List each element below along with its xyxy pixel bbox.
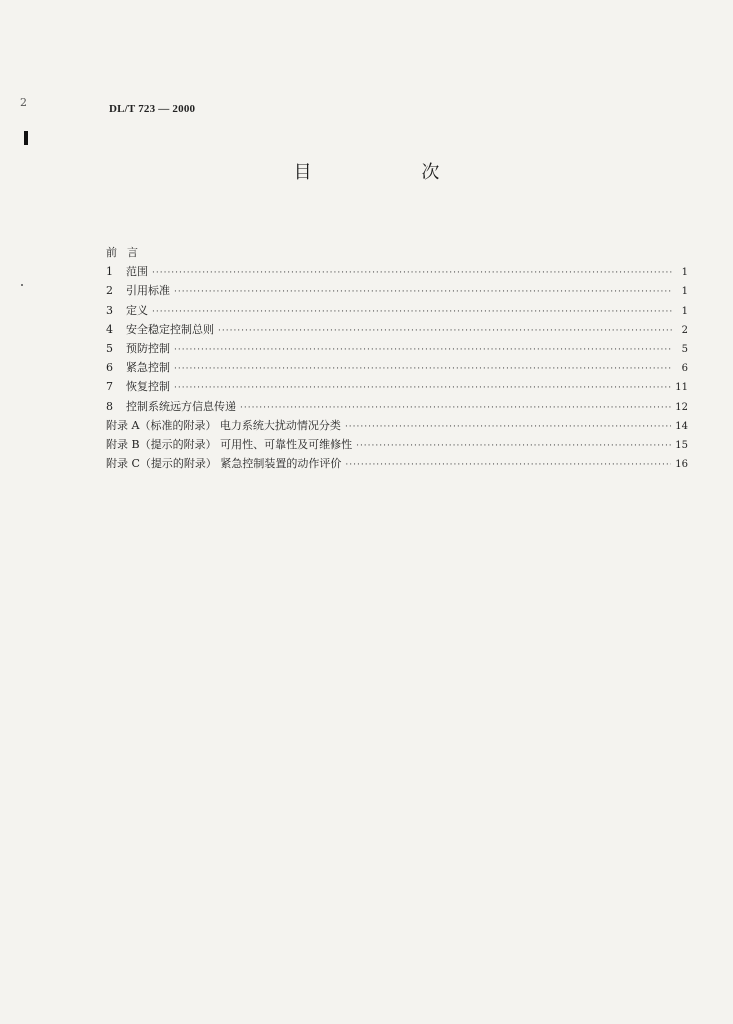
toc-entry-page: 6 — [681, 363, 688, 375]
toc-entry-label: 紧急控制 — [126, 361, 170, 375]
toc-entry-label: 控制系统远方信息传递 — [126, 399, 236, 413]
document-code: DL/T 723 — 2000 — [109, 103, 196, 115]
toc-entry-number: 7 — [106, 380, 113, 394]
toc-entry-number: 4 — [106, 322, 113, 336]
toc-entry-label: 附录 C（提示的附录） 紧急控制装置的动作评价 — [106, 457, 342, 471]
toc-entry-4[interactable] — [106, 321, 688, 340]
toc-entry-page: 15 — [675, 439, 688, 451]
toc-leader — [345, 460, 671, 470]
toc-entry-7[interactable] — [106, 378, 688, 397]
toc-entry-5[interactable] — [106, 340, 688, 359]
toc-entry-2[interactable] — [106, 282, 688, 301]
binding-mark — [24, 131, 28, 145]
toc-entry-page: 1 — [681, 305, 688, 317]
toc-list — [106, 244, 688, 474]
toc-leader — [218, 326, 672, 336]
toc-entry-appendix-b[interactable] — [106, 436, 688, 455]
toc-leader — [174, 345, 672, 355]
toc-entry-8[interactable] — [106, 398, 688, 417]
toc-title: 目 次 — [293, 162, 492, 183]
toc-entry-number: 8 — [106, 399, 113, 413]
toc-entry-label: 范围 — [126, 265, 148, 279]
toc-entry-label: 引用标准 — [126, 284, 170, 298]
toc-entry-3[interactable] — [106, 302, 688, 321]
toc-leader — [174, 364, 672, 374]
toc-entry-preface[interactable] — [106, 244, 688, 263]
toc-entry-page: 5 — [681, 343, 688, 355]
toc-entry-label: 附录 B（提示的附录） 可用性、可靠性及可维修性 — [106, 437, 353, 451]
toc-entry-number: 6 — [106, 361, 113, 375]
toc-entry-label: 预防控制 — [126, 341, 170, 355]
toc-entry-page: 1 — [681, 267, 688, 279]
toc-entry-6[interactable] — [106, 359, 688, 378]
toc-leader — [240, 403, 671, 413]
toc-entry-1[interactable] — [106, 263, 688, 282]
toc-entry-page: 12 — [675, 401, 688, 413]
toc-leader — [345, 422, 671, 432]
toc-entry-number: 1 — [106, 265, 113, 279]
toc-entry-label: 前言 — [106, 246, 148, 259]
toc-entry-number: 2 — [106, 284, 113, 298]
toc-entry-page: 1 — [681, 286, 688, 298]
toc-entry-page: 16 — [675, 459, 688, 471]
toc-leader — [356, 441, 671, 451]
toc-entry-label: 恢复控制 — [126, 380, 170, 394]
toc-entry-number: 3 — [106, 303, 113, 317]
edge-speck — [21, 284, 23, 286]
toc-entry-label: 定义 — [126, 303, 148, 317]
toc-entry-appendix-c[interactable] — [106, 455, 688, 474]
page-number: 2 — [20, 96, 27, 109]
toc-leader — [174, 287, 672, 297]
toc-leader — [152, 268, 672, 278]
toc-entry-appendix-a[interactable] — [106, 417, 688, 436]
toc-entry-page: 2 — [681, 324, 688, 336]
toc-entry-number: 5 — [106, 341, 113, 355]
toc-entry-label: 安全稳定控制总则 — [126, 322, 214, 336]
toc-entry-page: 14 — [675, 420, 688, 432]
toc-entry-label: 附录 A（标准的附录） 电力系统大扰动情况分类 — [106, 418, 341, 432]
toc-leader — [174, 383, 671, 393]
toc-entry-page: 11 — [675, 382, 688, 394]
toc-leader — [152, 307, 672, 317]
